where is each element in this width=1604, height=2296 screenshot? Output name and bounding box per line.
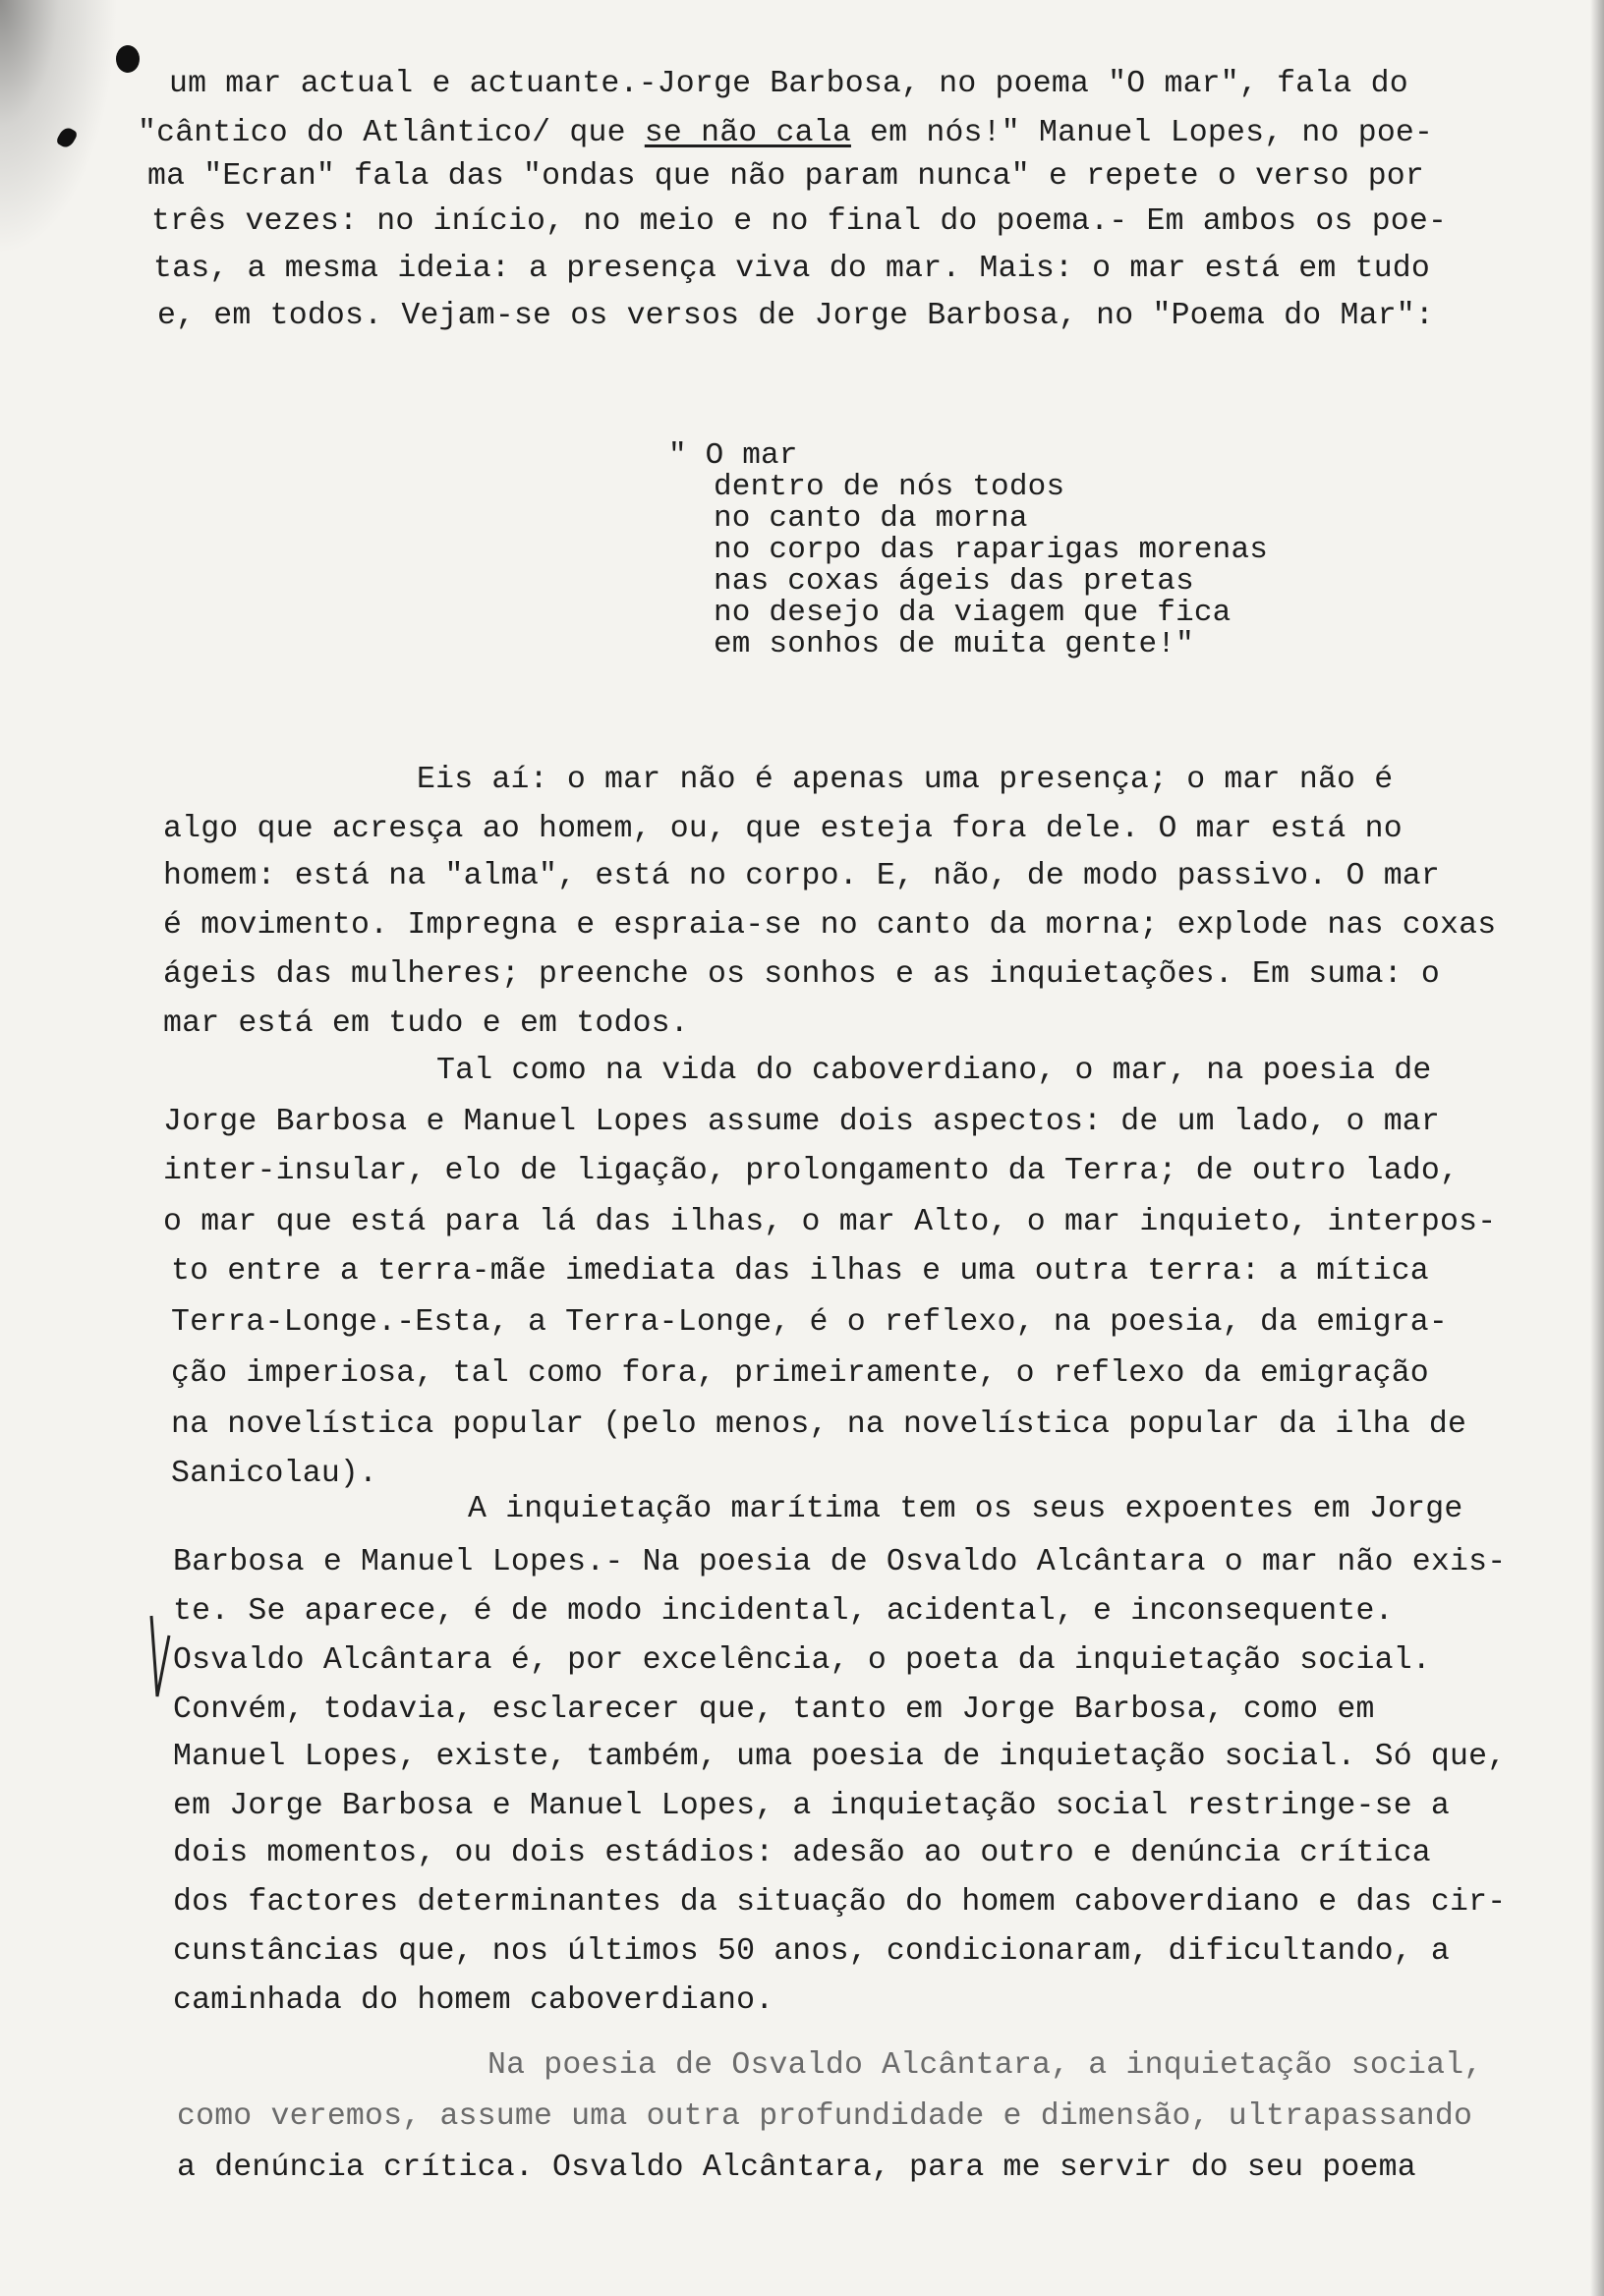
ink-blot — [116, 45, 140, 73]
text-line: to entre a terra-mãe imediata das ilhas e uma outra terra: a mítica — [171, 1254, 1429, 1289]
text-fragment: "cântico do Atlântico/ que — [138, 116, 645, 150]
text-fragment: em nós!" Manuel Lopes, no poe- — [850, 116, 1434, 150]
text-line: tas, a mesma ideia: a presença viva do mar. Mais: o mar está em tudo — [153, 252, 1431, 286]
text-line: A inquietação marítima tem os seus expoentes em Jorge — [468, 1492, 1463, 1526]
text-line: homem: está na "alma", está no corpo. E, não, de modo passivo. O mar — [163, 859, 1441, 893]
text-line: em Jorge Barbosa e Manuel Lopes, a inquietação social restringe-se a — [173, 1789, 1451, 1823]
text-line: ágeis das mulheres; preenche os sonhos e as inquietações. Em suma: o — [163, 957, 1441, 992]
text-line: como veremos, assume uma outra profundidade e dimensão, ultrapassando — [177, 2099, 1473, 2134]
text-line: Convém, todavia, esclarecer que, tanto em Jorge Barbosa, como em — [173, 1693, 1375, 1727]
text-line: o mar que está para lá das ilhas, o mar Alto, o mar inquieto, interpos- — [163, 1205, 1497, 1239]
text-line: dos factores determinantes da situação do homem caboverdiano e das cir- — [173, 1885, 1507, 1920]
text-line: Tal como na vida do caboverdiano, o mar, na poesia de — [436, 1054, 1432, 1088]
margin-check-mark — [147, 1612, 173, 1700]
text-line: Jorge Barbosa e Manuel Lopes assume dois aspectos: de um lado, o mar — [163, 1105, 1441, 1139]
text-line: dois momentos, ou dois estádios: adesão ao outro e denúncia crítica — [173, 1836, 1431, 1870]
text-line: ma "Ecran" fala das "ondas que não param nunca" e repete o verso por — [147, 159, 1425, 194]
text-line: mar está em tudo e em todos. — [163, 1006, 689, 1041]
text-line: Terra-Longe.-Esta, a Terra-Longe, é o reflexo, na poesia, da emigra- — [171, 1305, 1449, 1340]
verse-line: no desejo da viagem que fica — [714, 596, 1232, 630]
text-line: um mar actual e actuante.-Jorge Barbosa, no poema "O mar", fala do — [169, 67, 1408, 101]
verse-line: no canto da morna — [714, 501, 1028, 536]
text-line: na novelística popular (pelo menos, na novelística popular da ilha de — [171, 1407, 1467, 1442]
text-line: ção imperiosa, tal como fora, primeiramente, o reflexo da emigração — [171, 1356, 1429, 1391]
text-line: Osvaldo Alcântara é, por excelência, o poeta da inquietação social. — [173, 1643, 1431, 1678]
scan-right-edge — [1590, 0, 1604, 2296]
text-line: algo que acresça ao homem, ou, que esteja fora dele. O mar está no — [163, 812, 1403, 846]
text-line — [138, 116, 1433, 151]
verse-line: em sonhos de muita gente!" — [714, 627, 1194, 661]
text-line: três vezes: no início, no meio e no final do poema.- Em ambos os poe- — [151, 204, 1448, 239]
text-line: caminhada do homem caboverdiano. — [173, 1983, 774, 2018]
verse-line: " O mar — [668, 438, 798, 473]
scan-corner-shadow — [0, 0, 118, 256]
text-line: Barbosa e Manuel Lopes.- Na poesia de Osvaldo Alcântara o mar não exis- — [173, 1545, 1507, 1579]
text-line: Manuel Lopes, existe, também, uma poesia de inquietação social. Só que, — [173, 1740, 1507, 1774]
text-line: inter-insular, elo de ligação, prolongamento da Terra; de outro lado, — [163, 1154, 1460, 1188]
text-line: cunstâncias que, nos últimos 50 anos, condicionaram, dificultando, a — [173, 1934, 1451, 1969]
text-line: é movimento. Impregna e espraia-se no canto da morna; explode nas coxas — [163, 908, 1497, 943]
text-line: Sanicolau). — [171, 1457, 378, 1491]
text-line: Na poesia de Osvaldo Alcântara, a inquietação social, — [487, 2048, 1483, 2083]
text-line: te. Se aparece, é de modo incidental, acidental, e inconsequente. — [173, 1594, 1394, 1629]
verse-line: dentro de nós todos — [714, 470, 1065, 504]
verse-line: nas coxas ágeis das pretas — [714, 564, 1194, 599]
text-line: e, em todos. Vejam-se os versos de Jorge Barbosa, no "Poema do Mar": — [157, 299, 1435, 333]
underlined-phrase: se não cala — [644, 116, 851, 150]
text-line: a denúncia crítica. Osvaldo Alcântara, para me servir do seu poema — [177, 2151, 1416, 2185]
verse-line: no corpo das raparigas morenas — [714, 533, 1269, 567]
text-line: Eis aí: o mar não é apenas uma presença; o mar não é — [417, 763, 1394, 797]
